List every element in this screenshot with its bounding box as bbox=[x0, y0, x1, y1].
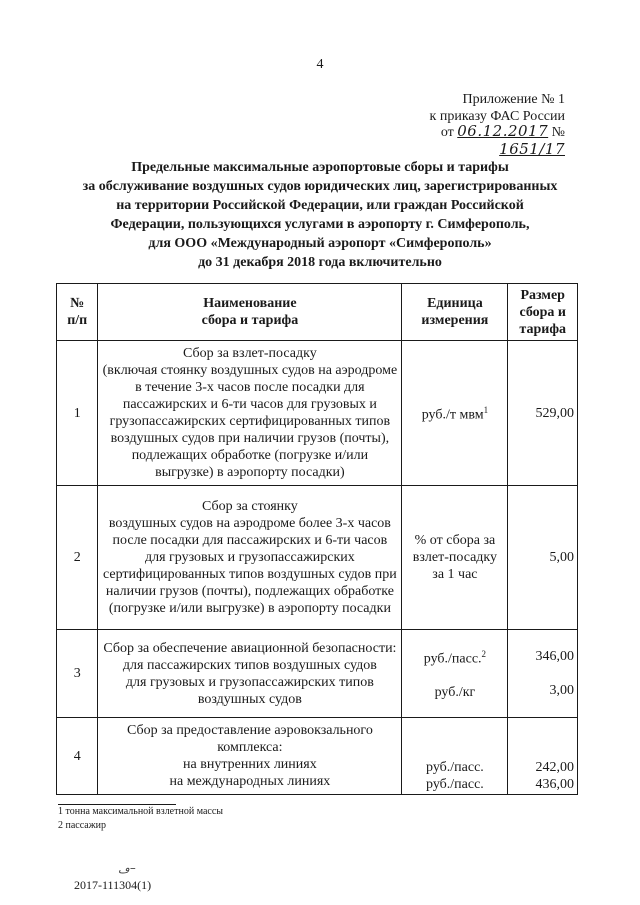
fee-detail: (включая стоянку воздушных судов на аэродроме в течение 3-х часов после посадки для пассажирских и 6-ти часов для грузовых и грузопассажирских сертифицированных типов воздушных судов при наличии грузов (почты), подлежащих обработке (погрузке и/или выгрузке) в аэропорту посадки) bbox=[102, 363, 398, 480]
row-rate: 529,00 bbox=[508, 341, 578, 486]
footnote: 1 тонна максимальной взлетной массы bbox=[58, 806, 223, 817]
document-title bbox=[40, 158, 600, 272]
unit-text: руб./пасс. bbox=[426, 777, 484, 792]
row-unit bbox=[402, 630, 508, 718]
row-num: 3 bbox=[57, 630, 98, 718]
row-name bbox=[98, 630, 402, 718]
footnote: 2 пассажир bbox=[58, 820, 106, 831]
rate-value: 3,00 bbox=[549, 683, 574, 698]
title-line: Федерации, пользующихся услугами в аэропорту г. Симферополь, bbox=[110, 217, 530, 232]
title-line: до 31 декабря 2018 года включительно bbox=[198, 255, 442, 270]
header-unit: Единица измерения bbox=[402, 284, 508, 341]
table-row bbox=[57, 341, 578, 486]
fee-title: Сбор за обеспечение авиационной безопасности: bbox=[103, 640, 397, 656]
table-row bbox=[57, 486, 578, 630]
row-unit: % от сбора за взлет-посадку за 1 час bbox=[402, 486, 508, 630]
title-line: Предельные максимальные аэропортовые сборы и тарифы bbox=[131, 160, 509, 175]
fee-detail: воздушных судов на аэродроме более 3-х часов после посадки для пассажирских и 6-ти часов для грузовых и грузопассажирских сертифицированных типов воздушных судов при наличии грузов (почты), подлежащих обработке (погрузке и/или выгрузке) в аэропорту посадки bbox=[103, 516, 397, 616]
header-rate: Размер сбора и тарифа bbox=[508, 284, 578, 341]
rate-value: 436,00 bbox=[535, 777, 574, 792]
unit-text: руб./т мвм bbox=[421, 407, 484, 423]
row-name bbox=[98, 341, 402, 486]
unit-text: руб./пасс. bbox=[423, 651, 482, 667]
title-line: на территории Российской Федерации, или граждан Российской bbox=[116, 198, 524, 213]
appendix-date-line bbox=[380, 123, 565, 159]
row-rate bbox=[508, 630, 578, 718]
unit-text: руб./кг bbox=[434, 685, 476, 701]
rate-value: 242,00 bbox=[535, 760, 574, 775]
row-rate bbox=[508, 718, 578, 795]
document-code: 2017-111304(1) bbox=[74, 878, 152, 892]
row-unit bbox=[402, 718, 508, 795]
table-header-row bbox=[57, 284, 578, 341]
title-line: для ООО «Международный аэропорт «Симферополь» bbox=[148, 236, 492, 251]
fee-sub-label: на внутренних линиях bbox=[183, 757, 317, 772]
date-prefix: от bbox=[440, 125, 454, 140]
unit-text: руб./пасс. bbox=[426, 760, 484, 775]
header-name: Наименование сбора и тарифа bbox=[98, 284, 402, 341]
rate-value: 346,00 bbox=[535, 649, 574, 664]
fee-title: Сбор за предоставление аэровокзального комплекса: bbox=[126, 723, 373, 755]
footnote-divider bbox=[58, 804, 176, 805]
fee-sub-label: для грузовых и грузопассажирских типов воздушных судов bbox=[125, 674, 374, 707]
footnote-ref: 2 bbox=[481, 648, 487, 659]
table-row bbox=[57, 630, 578, 718]
fee-sub-label: для пассажирских типов воздушных судов bbox=[122, 657, 377, 673]
appendix-title: Приложение № 1 bbox=[462, 92, 565, 107]
order-number: 1651/17 bbox=[499, 140, 565, 158]
row-name bbox=[98, 718, 402, 795]
fees-table bbox=[56, 283, 578, 795]
appendix-order-line: к приказу ФАС России bbox=[429, 109, 565, 124]
fee-title: Сбор за стоянку bbox=[201, 499, 298, 514]
row-num: 1 bbox=[57, 341, 98, 486]
fee-sub-label: на международных линиях bbox=[169, 774, 331, 789]
row-num: 2 bbox=[57, 486, 98, 630]
row-unit bbox=[402, 341, 508, 486]
table-row bbox=[57, 718, 578, 795]
row-num: 4 bbox=[57, 718, 98, 795]
title-line: за обслуживание воздушных судов юридических лиц, зарегистрированных bbox=[82, 179, 558, 194]
order-date: 06.12.2017 bbox=[457, 122, 549, 140]
row-name bbox=[98, 486, 402, 630]
row-rate: 5,00 bbox=[508, 486, 578, 630]
signature-mark: ڡ᠆ bbox=[118, 864, 134, 876]
footnote-ref: 1 bbox=[483, 405, 489, 416]
page-number: 4 bbox=[316, 57, 324, 72]
unit-line bbox=[405, 646, 504, 668]
number-prefix: № bbox=[551, 125, 565, 140]
fee-title: Сбор за взлет-посадку bbox=[183, 346, 317, 361]
header-num: № п/п bbox=[57, 284, 98, 341]
